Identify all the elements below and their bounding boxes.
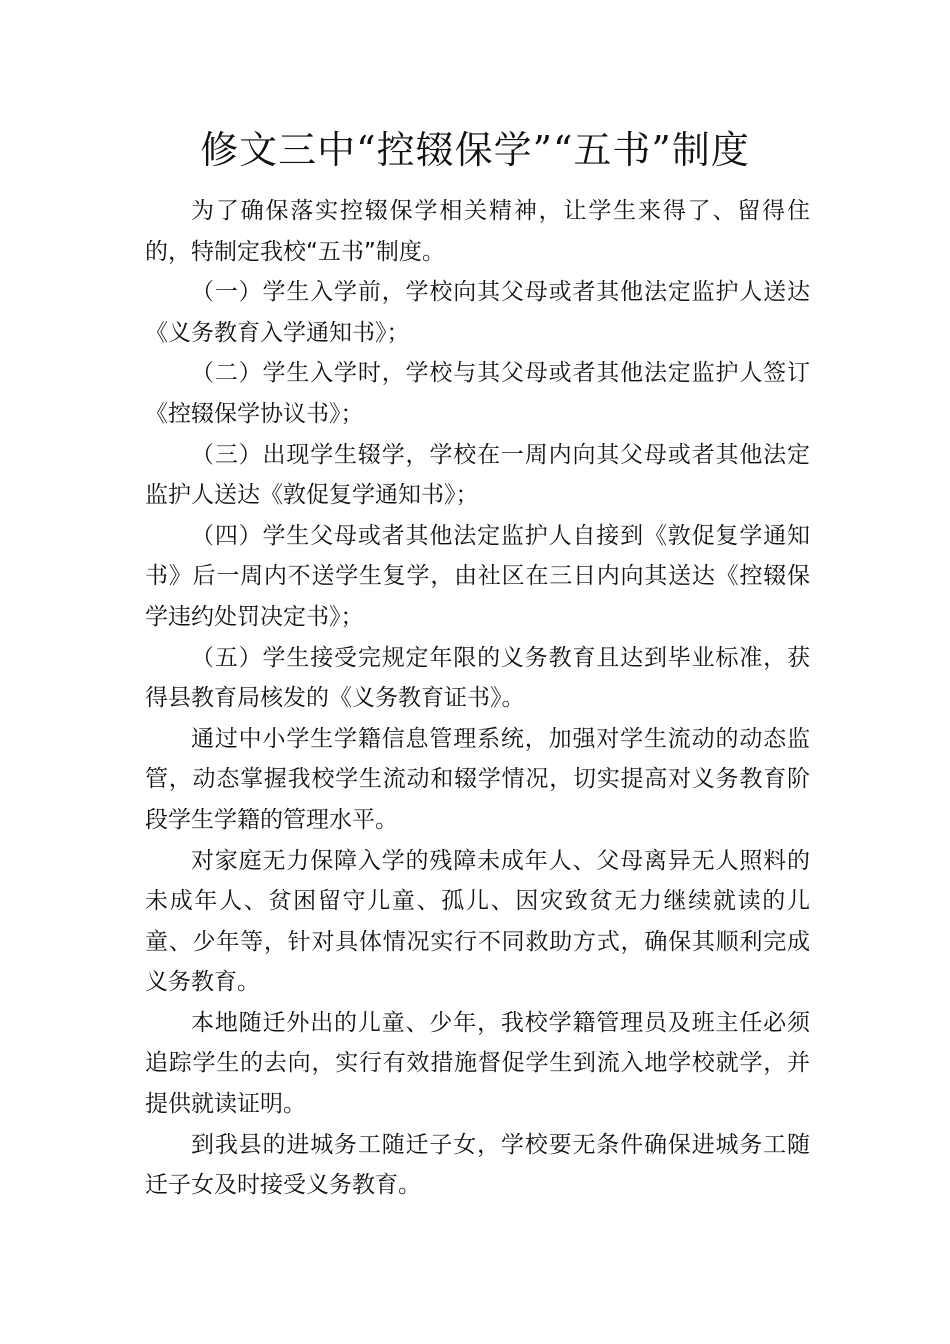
paragraph-intro: 为了确保落实控辍保学相关精神，让学生来得了、留得住的，特制定我校“五书”制度。 xyxy=(145,198,810,265)
document-title: 修文三中“控辍保学”“五书”制度 xyxy=(200,128,750,172)
paragraph-item-1: （一）学生入学前，学校向其父母或者其他法定监护人送达《义务教育入学通知书》； xyxy=(145,279,810,346)
paragraph-assistance: 对家庭无力保障入学的残障未成年人、父母离异无人照料的未成年人、贫困留守儿童、孤儿、因灾致贫无力继续就读的儿童、少年等，针对具体情况实行不同救助方式，确保其顺利完成义务教育。 xyxy=(145,847,810,996)
paragraph-item-2: （二）学生入学时，学校与其父母或者其他法定监护人签订《控辍保学协议书》； xyxy=(145,360,810,427)
paragraph-item-5: （五）学生接受完规定年限的义务教育且达到毕业标准，获得县教育局核发的《义务教育证书》。 xyxy=(145,644,810,712)
paragraph-migrant-children: 到我县的进城务工随迁子女，学校要无条件确保进城务工随迁子女及时接受义务教育。 xyxy=(145,1131,810,1199)
paragraph-item-4: （四）学生父母或者其他法定监护人自接到《敦促复学通知书》后一周内不送学生复学，由社区在三日内向其送达《控辍保学违约处罚决定书》； xyxy=(145,522,810,630)
paragraph-student-registry: 通过中小学生学籍信息管理系统，加强对学生流动的动态监管，动态掌握我校学生流动和辍学情况，切实提高对义务教育阶段学生学籍的管理水平。 xyxy=(145,725,810,833)
paragraph-outgoing-students: 本地随迁外出的儿童、少年，我校学籍管理员及班主任必须追踪学生的去向，实行有效措施督促学生到流入地学校就学，并提供就读证明。 xyxy=(145,1009,810,1118)
paragraph-item-3: （三）出现学生辍学，学校在一周内向其父母或者其他法定监护人送达《敦促复学通知书》； xyxy=(145,441,810,509)
document-body xyxy=(145,191,810,1206)
